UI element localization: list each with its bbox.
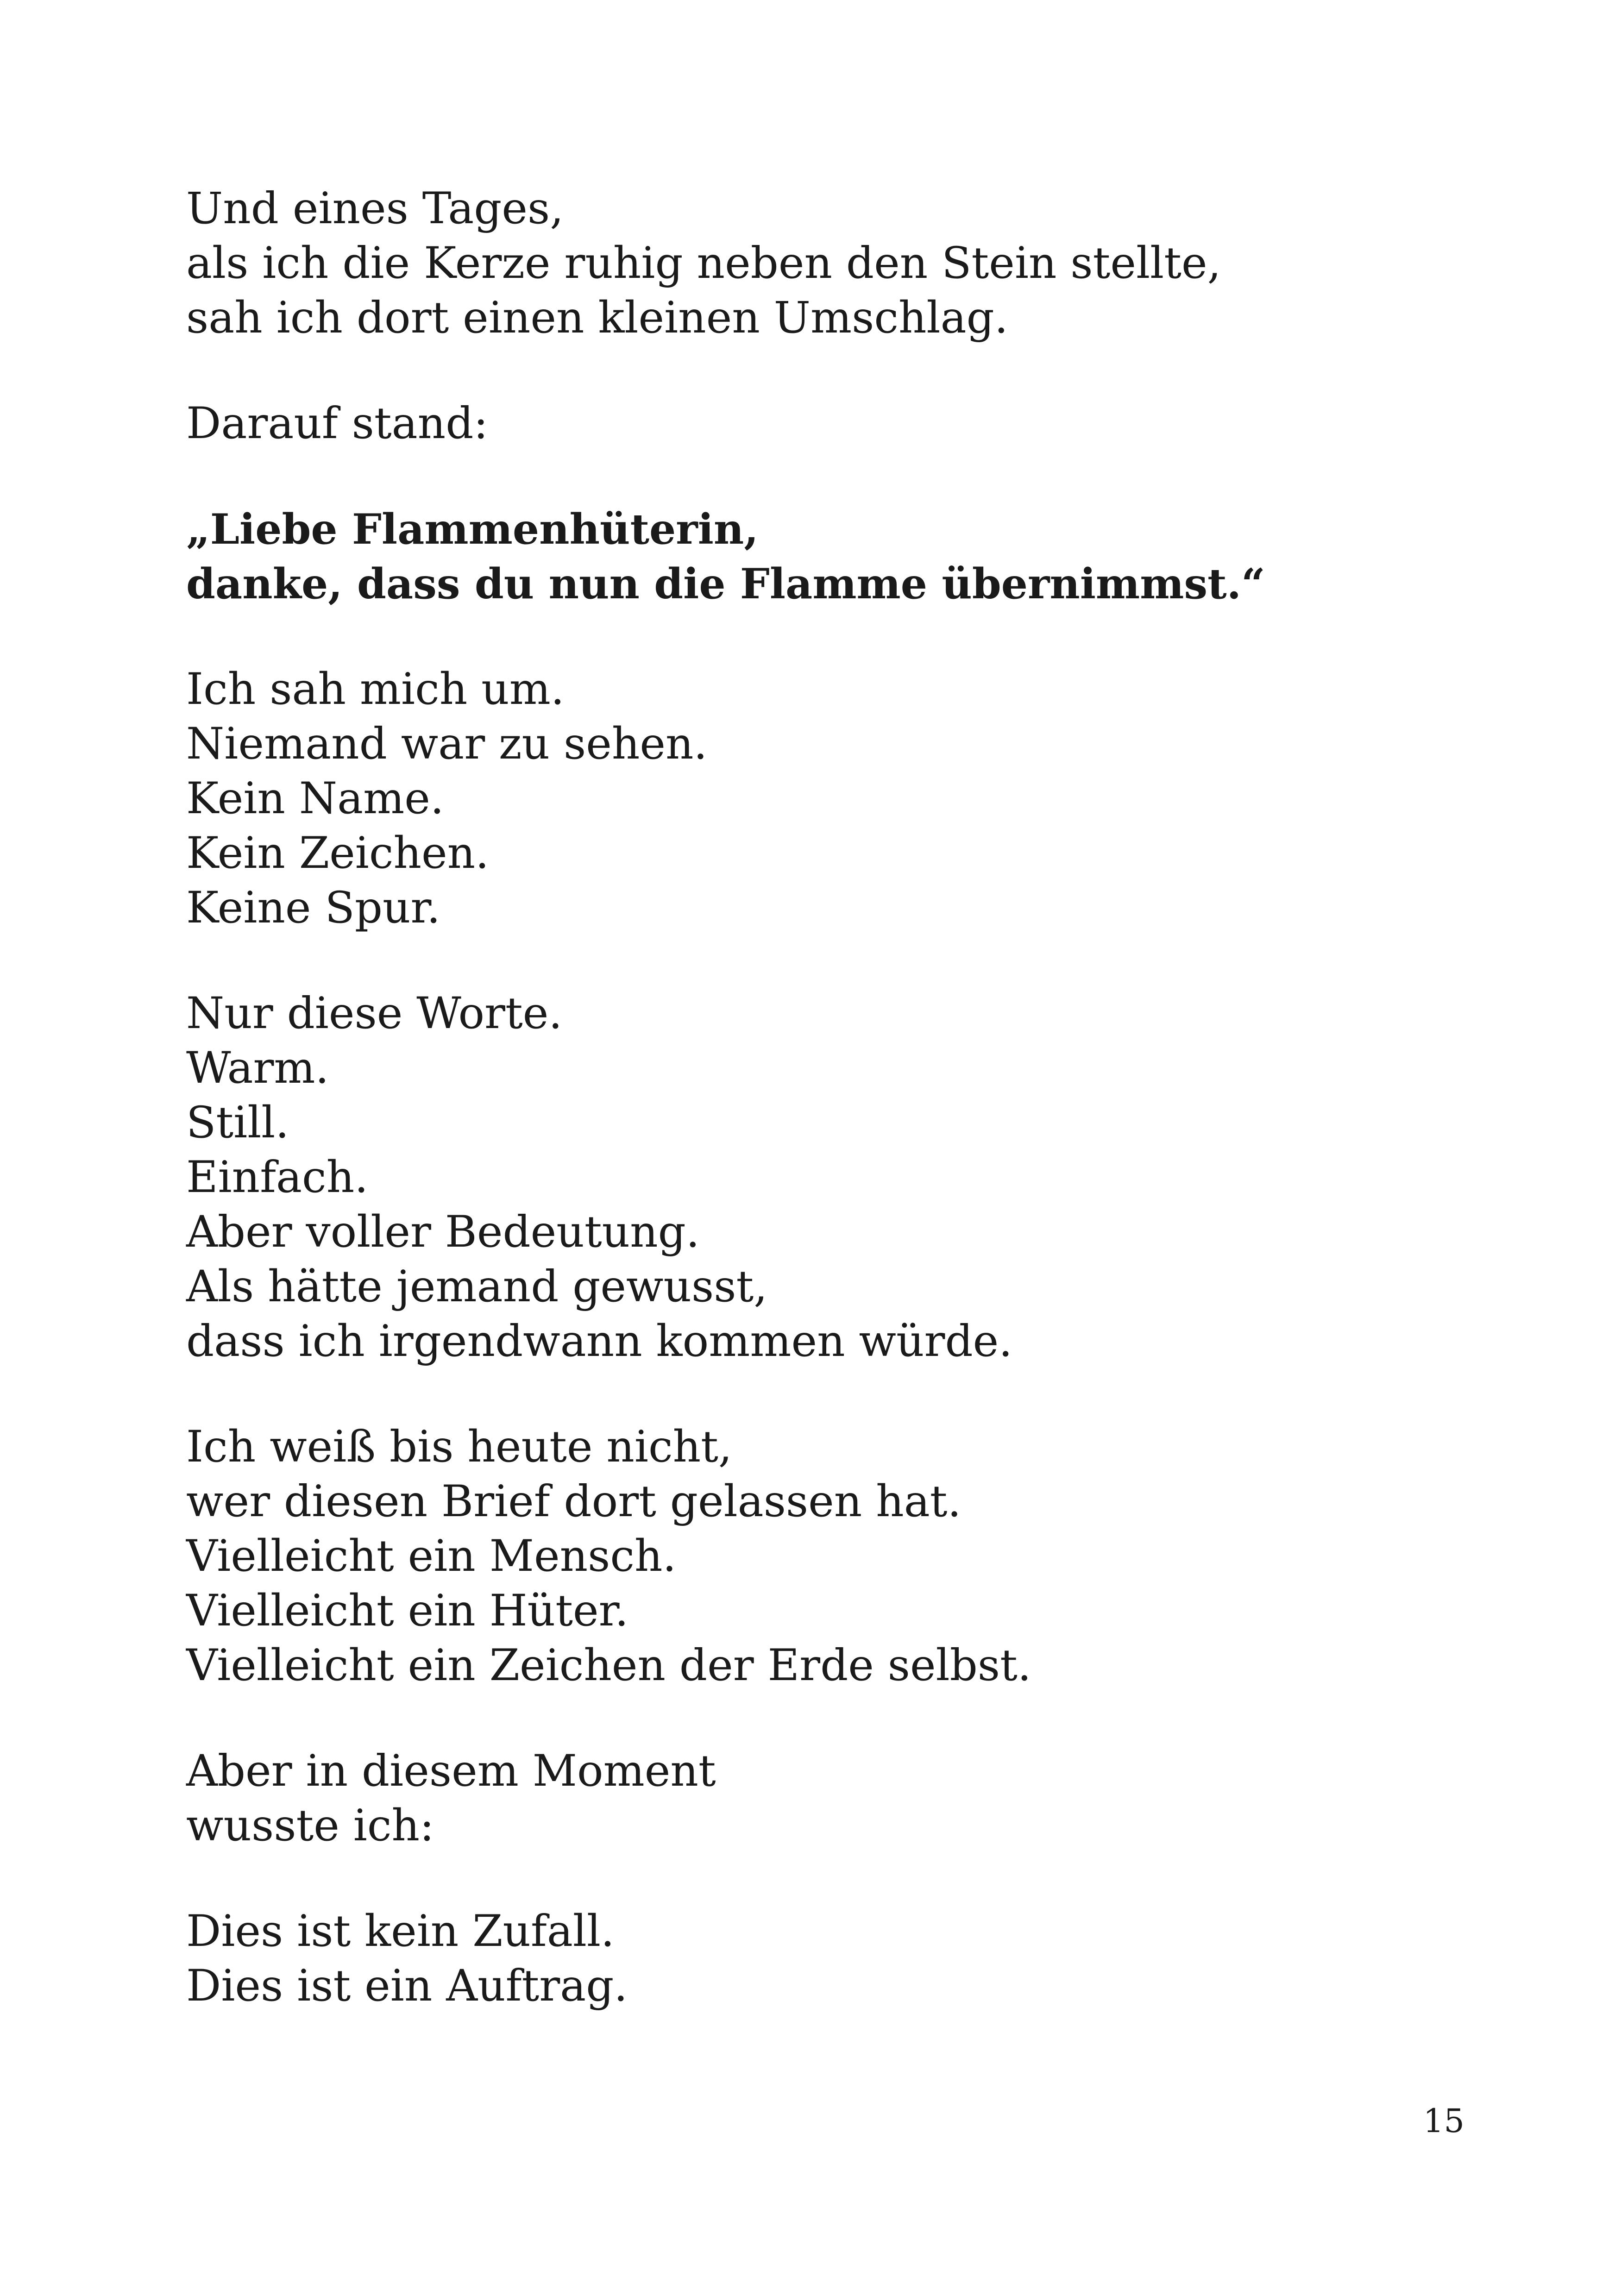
- stanza: [186, 1744, 1483, 1853]
- text-line: danke, dass du nun die Flamme übernimmst.“: [186, 559, 1265, 609]
- text-line: Darauf stand:: [186, 398, 489, 449]
- text-line: sah ich dort einen kleinen Umschlag.: [186, 293, 1008, 343]
- text-line: Aber in diesem Moment: [186, 1746, 716, 1796]
- text-line: Warm.: [186, 1043, 329, 1093]
- text-line: als ich die Kerze ruhig neben den Stein stellte,: [186, 238, 1221, 289]
- page-number: 15: [1423, 2102, 1464, 2140]
- text-line: Und eines Tages,: [186, 183, 564, 234]
- text-line: Ich sah mich um.: [186, 664, 565, 715]
- text-line: Dies ist kein Zufall.: [186, 1906, 615, 1957]
- stanza: [186, 396, 1483, 451]
- stanza: [186, 662, 1483, 935]
- text-line: Keine Spur.: [186, 883, 441, 933]
- text-line: Kein Name.: [186, 773, 444, 824]
- text-line: Vielleicht ein Hüter.: [186, 1586, 629, 1636]
- poem-text: [186, 182, 1483, 2064]
- stanza: [186, 986, 1483, 1369]
- text-line: Still.: [186, 1098, 289, 1148]
- stanza: [186, 1420, 1483, 1693]
- text-line: Einfach.: [186, 1152, 369, 1203]
- text-line: Niemand war zu sehen.: [186, 719, 708, 769]
- text-line: Nur diese Worte.: [186, 988, 563, 1039]
- text-line: wusste ich:: [186, 1800, 434, 1851]
- text-line: Als hätte jemand gewusst,: [186, 1261, 768, 1312]
- text-line: Vielleicht ein Mensch.: [186, 1531, 677, 1581]
- text-line: Kein Zeichen.: [186, 828, 490, 878]
- letter-quote-stanza: [186, 502, 1483, 611]
- text-line: Aber voller Bedeutung.: [186, 1207, 700, 1257]
- stanza: [186, 1904, 1483, 2014]
- text-line: Dies ist ein Auftrag.: [186, 1961, 628, 2011]
- stanza: [186, 182, 1483, 345]
- text-line: Vielleicht ein Zeichen der Erde selbst.: [186, 1640, 1031, 1691]
- text-line: wer diesen Brief dort gelassen hat.: [186, 1476, 961, 1527]
- text-line: dass ich irgendwann kommen würde.: [186, 1316, 1013, 1367]
- text-line: „Liebe Flammenhüterin,: [186, 505, 759, 554]
- text-line: Ich weiß bis heute nicht,: [186, 1422, 732, 1472]
